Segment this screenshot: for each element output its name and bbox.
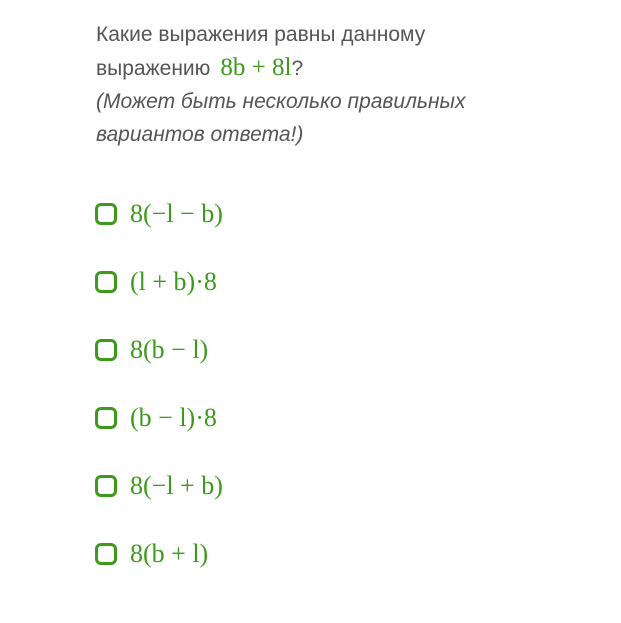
option-4[interactable]	[95, 400, 495, 436]
option-2[interactable]	[95, 264, 495, 300]
checkbox-icon[interactable]	[95, 407, 117, 429]
checkbox-icon[interactable]	[95, 475, 117, 497]
checkbox-icon[interactable]	[95, 271, 117, 293]
checkbox-icon[interactable]	[95, 203, 117, 225]
option-1[interactable]	[95, 196, 495, 232]
option-label: 8(−l − b)	[130, 199, 223, 228]
checkbox-icon[interactable]	[95, 339, 117, 361]
option-3[interactable]	[95, 332, 495, 368]
hint-line-1: (Может быть несколько правильных	[96, 90, 466, 113]
hint-line-2: вариантов ответа!)	[96, 123, 304, 146]
option-6[interactable]	[95, 536, 495, 572]
answer-options	[95, 196, 495, 604]
question-text	[96, 18, 516, 151]
question-line-2	[96, 51, 516, 85]
question-prefix: выражению	[96, 57, 211, 80]
checkbox-icon[interactable]	[95, 543, 117, 565]
option-label: (b − l)·8	[130, 403, 217, 432]
option-label: 8(b − l)	[130, 335, 209, 364]
question-mark: ?	[291, 57, 304, 80]
given-expression: 8b + 8l	[220, 54, 292, 81]
option-label: 8(−l + b)	[130, 471, 223, 500]
option-label: (l + b)·8	[130, 267, 217, 296]
option-label: 8(b + l)	[130, 539, 209, 568]
question-line-1: Какие выражения равны данному	[96, 23, 426, 46]
option-5[interactable]	[95, 468, 495, 504]
